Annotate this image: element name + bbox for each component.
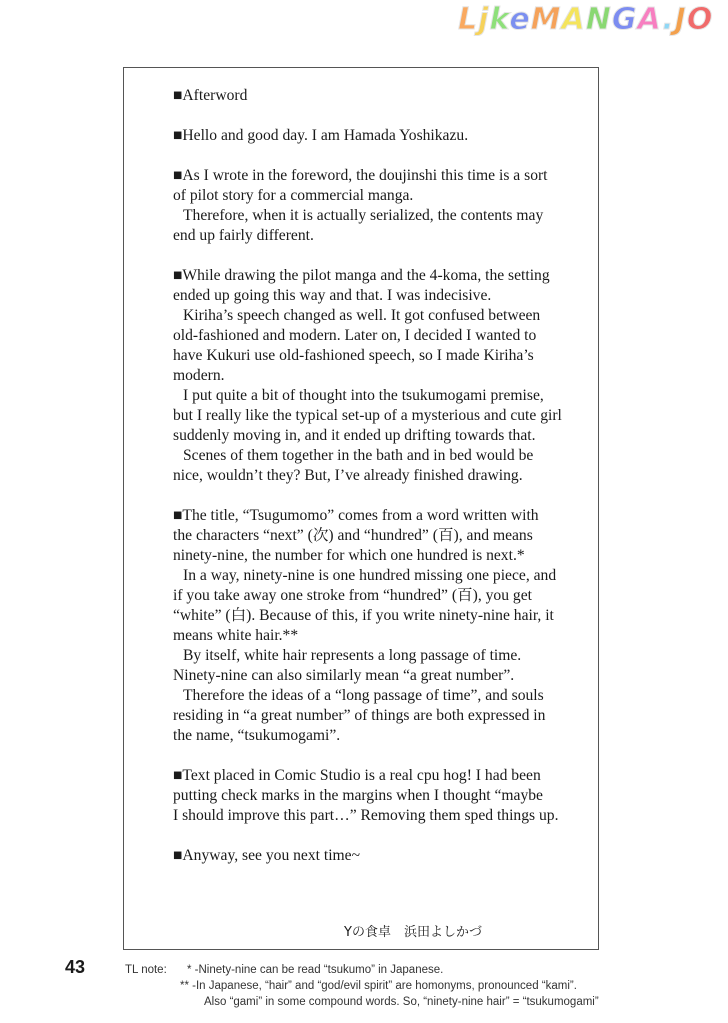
text-line: modern. [173,367,225,384]
text-line: Kiriha’s speech changed as well. It got confused between [183,307,541,324]
text-line: ninety-nine, the number for which one hundred is next.* [173,547,525,564]
paragraph [173,266,593,486]
watermark-letter: e [509,2,531,37]
watermark-letter: . [662,2,675,37]
watermark-letter: j [478,2,490,37]
text-line: of pilot story for a commercial manga. [173,187,414,204]
text-line: Therefore, when it is actually serialized, the contents may [183,207,544,224]
text-line: old-fashioned and modern. Later on, I decided I wanted to [173,327,537,344]
text-line: means white hair.** [173,627,299,644]
afterword-heading: ■Afterword [173,87,248,104]
page-number: 43 [65,957,86,977]
text-line: I put quite a bit of thought into the tsukumogami premise, [183,387,544,404]
watermark-letter: O [686,2,714,37]
paragraph [173,126,593,146]
paragraph [173,846,593,866]
text-line: ■While drawing the pilot manga and the 4-koma, the setting [173,267,550,284]
text-line: ■Anyway, see you next time~ [173,847,361,864]
watermark-letter: G [611,2,638,37]
watermark-letter: M [530,2,562,37]
text-line: By itself, white hair represents a long passage of time. [183,647,522,664]
text-line: Therefore the ideas of a “long passage of time”, and souls [183,687,544,704]
watermark-letter: L [458,2,479,37]
tl-note-1: * -Ninety-nine can be read “tsukumo” in Japanese. [187,964,444,976]
text-line: Scenes of them together in the bath and in bed would be [183,447,534,464]
text-line: the characters “next” (次) and “hundred” (百), and means [173,527,533,544]
tl-note-3: Also “gami” in some compound words. So, “ninety-nine hair” = “tsukumogami” [204,996,599,1008]
paragraph [173,166,593,246]
afterword-text [173,86,593,886]
text-line: ■As I wrote in the foreword, the doujinshi this time is a sort [173,167,548,184]
text-line: but I really like the typical set-up of a mysterious and cute girl [173,407,562,424]
text-line: the name, “tsukumogami”. [173,727,341,744]
watermark-letter: N [585,2,612,37]
text-line: end up fairly different. [173,227,314,244]
watermark-letter: A [561,2,586,37]
text-line: putting check marks in the margins when I thought “maybe [173,787,543,804]
text-line: nice, wouldn’t they? But, I’ve already finished drawing. [173,467,523,484]
text-line: residing in “a great number” of things are both expressed in [173,707,546,724]
text-line: suddenly moving in, and it ended up drifting towards that. [173,427,536,444]
text-line: In a way, ninety-nine is one hundred missing one piece, and [183,567,557,584]
text-line: ■The title, “Tsugumomo” comes from a word written with [173,507,539,524]
paragraph [173,766,593,826]
tl-note-2: ** -In Japanese, “hair” and “god/evil spirit” are homonyms, pronounced “kami”. [180,980,577,992]
text-line: if you take away one stroke from “hundred” (百), you get [173,587,532,604]
watermark-letter: J [674,2,687,37]
paragraph [173,506,593,746]
text-line: ■Text placed in Comic Studio is a real cpu hog! I had been [173,767,541,784]
tl-note-label: TL note: [125,964,167,976]
text-line: Ninety-nine can also similarly mean “a great number”. [173,667,515,684]
watermark-logo [458,2,713,37]
text-line: have Kukuri use old-fashioned speech, so I made Kiriha’s [173,347,534,364]
author-signature: Yの食卓 浜田よしかづ [344,925,482,940]
text-line: ended up going this way and that. I was indecisive. [173,287,492,304]
watermark-letter: A [637,2,663,37]
text-line: I should improve this part…” Removing them sped things up. [173,807,559,824]
text-line: “white” (白). Because of this, if you write ninety-nine hair, it [173,607,554,624]
text-line: ■Hello and good day. I am Hamada Yoshikazu. [173,127,469,144]
watermark-letter: k [489,2,510,37]
